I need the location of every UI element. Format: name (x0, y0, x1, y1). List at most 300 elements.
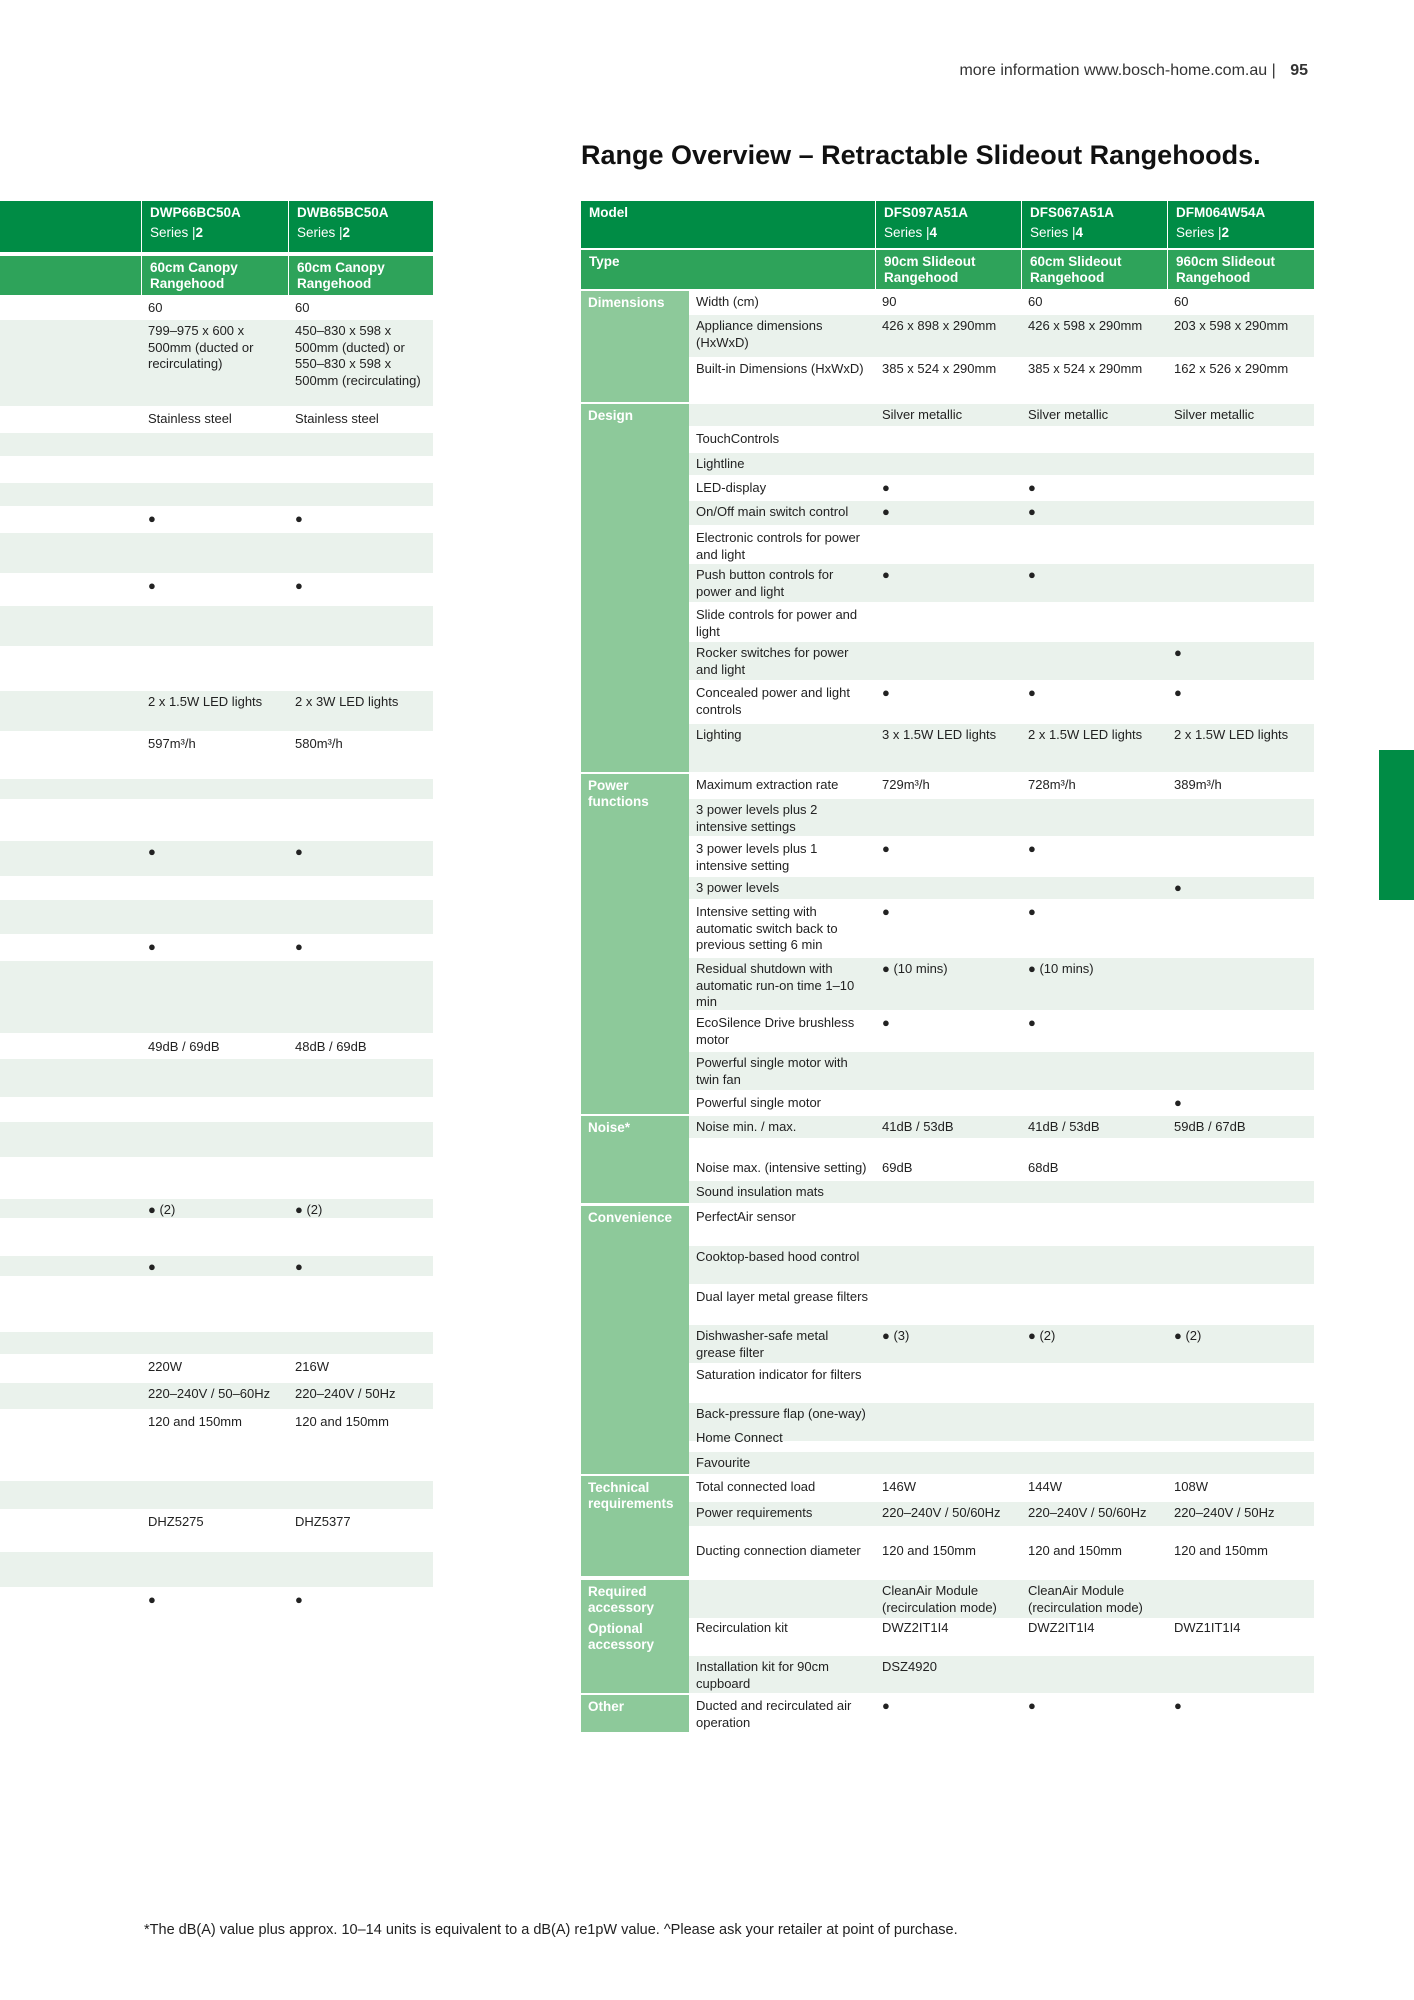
value-cell (1167, 1580, 1313, 1583)
type-cell: 60cm Canopy Rangehood (141, 256, 286, 295)
value-cell: Silver metallic (1028, 407, 1109, 422)
group-label: Dimensions (581, 291, 689, 402)
table-row (0, 1511, 433, 1551)
model-header-cell (288, 201, 433, 252)
feature-label: EcoSilence Drive brushless motor (696, 1015, 855, 1047)
page-number: 95 (1290, 62, 1308, 79)
table-row (581, 428, 1314, 450)
value-cell (1167, 1206, 1313, 1209)
value-cell (141, 458, 286, 461)
value-cell (141, 878, 286, 881)
table-row (581, 453, 1314, 475)
series-separator: | (1072, 225, 1076, 240)
table-row (581, 1502, 1314, 1526)
table-row (0, 961, 433, 1033)
value-cell (141, 1122, 286, 1125)
feature-label: Noise min. / max. (696, 1119, 797, 1134)
type-label: Type (589, 254, 620, 269)
feature-label: Powerful single motor with twin fan (696, 1055, 848, 1087)
value-cell: 48dB / 69dB (295, 1039, 367, 1054)
type-cell: 60cm Slideout Rangehood (1021, 250, 1167, 289)
feature-label: Recirculation kit (696, 1620, 788, 1635)
value-cell: ● (1028, 480, 1036, 495)
value-cell: 120 and 150mm (148, 1414, 242, 1429)
value-cell: DWZ2IT1I4 (882, 1620, 949, 1635)
value-cell (288, 606, 433, 609)
value-cell: 597m³/h (148, 736, 196, 751)
value-cell (141, 533, 286, 536)
value-cell (1021, 1656, 1167, 1659)
value-cell: 41dB / 53dB (1028, 1119, 1100, 1134)
value-cell: 162 x 526 x 290mm (1174, 361, 1289, 376)
value-cell: ● (882, 480, 890, 495)
value-cell: 60 (1174, 294, 1189, 309)
table-row (581, 1427, 1314, 1449)
series-number: 2 (195, 225, 204, 240)
series-word: Series (150, 225, 189, 240)
value-cell (875, 1246, 1021, 1249)
value-cell (1167, 1364, 1313, 1367)
value-cell: ● (1028, 904, 1036, 919)
value-cell: 426 x 898 x 290mm (882, 318, 997, 333)
table-row (581, 501, 1314, 525)
value-cell (288, 1059, 433, 1062)
value-cell: DWZ1IT1I4 (1174, 1620, 1241, 1635)
value-cell (1167, 527, 1313, 530)
value-cell (1021, 1364, 1167, 1367)
value-cell (875, 1206, 1021, 1209)
value-cell: 220–240V / 50Hz (295, 1386, 396, 1401)
value-cell: ● (882, 904, 890, 919)
table-row (0, 1059, 433, 1097)
table-row (581, 404, 1314, 426)
value-cell (875, 642, 1021, 645)
table-row (581, 1012, 1314, 1050)
value-cell: 220–240V / 50/60Hz (1028, 1505, 1147, 1520)
value-cell: Stainless steel (148, 411, 232, 426)
value-cell (288, 458, 433, 461)
feature-label: Total connected load (696, 1479, 816, 1494)
page-header (959, 62, 1308, 80)
feature-label: Ducting connection diameter (696, 1543, 861, 1558)
header-website: more information www.bosch-home.com.au (959, 62, 1268, 79)
value-cell: ● (1028, 685, 1036, 700)
value-cell: Silver metallic (1174, 407, 1255, 422)
value-cell (1167, 501, 1313, 504)
table-row (581, 642, 1314, 680)
feature-label: LED-display (696, 480, 767, 495)
value-cell (288, 1552, 433, 1555)
series-separator: | (926, 225, 930, 240)
value-cell (1167, 1012, 1313, 1015)
series-word: Series (1176, 225, 1215, 240)
type-header-row (0, 256, 433, 295)
value-cell (1167, 1052, 1313, 1055)
value-cell (141, 606, 286, 609)
table-row (581, 774, 1314, 797)
value-cell: ● (2) (1174, 1328, 1202, 1343)
value-cell: ● (882, 1015, 890, 1030)
table-row (581, 1181, 1314, 1203)
value-cell: 120 and 150mm (1028, 1543, 1122, 1558)
table-row (581, 604, 1314, 642)
value-cell (1021, 1427, 1167, 1430)
value-cell (141, 483, 286, 486)
series-word: Series (1030, 225, 1069, 240)
value-cell: ● (1028, 1698, 1036, 1713)
group-label: Power functions (581, 774, 689, 1114)
value-cell (141, 1481, 286, 1484)
value-cell (288, 483, 433, 486)
value-cell (1167, 1427, 1313, 1430)
value-cell (288, 1220, 433, 1223)
value-cell: ● (3) (882, 1328, 910, 1343)
feature-label: 3 power levels plus 1 intensive setting (696, 841, 818, 873)
value-cell: ● (882, 1698, 890, 1713)
series-number: 2 (342, 225, 351, 240)
feature-label: Maximum extraction rate (696, 777, 839, 792)
value-cell: ● (1174, 880, 1182, 895)
value-cell: 120 and 150mm (1174, 1543, 1268, 1558)
feature-label: Favourite (696, 1455, 751, 1470)
value-cell: ● (148, 1592, 156, 1607)
value-cell (1021, 1246, 1167, 1249)
table-row (0, 408, 433, 431)
table-row (0, 779, 433, 799)
value-cell (141, 648, 286, 651)
value-cell: 450–830 x 598 x 500mm (ducted) or 550–830 x 598 x 500mm (recirculating) (295, 323, 421, 388)
feature-label: Built-in Dimensions (HxWxD) (696, 361, 864, 376)
side-section-tab (1379, 750, 1414, 900)
value-cell: 59dB / 67dB (1174, 1119, 1246, 1134)
table-row (581, 799, 1314, 836)
feature-label: 3 power levels (696, 880, 780, 895)
table-row (0, 320, 433, 406)
value-cell: ● (882, 504, 890, 519)
value-cell: ● (1028, 567, 1036, 582)
series-number: 4 (1075, 225, 1084, 240)
table-row (0, 1036, 433, 1057)
table-row (581, 1476, 1314, 1500)
value-cell (1167, 477, 1313, 480)
table-row (581, 1052, 1314, 1090)
value-cell: ● (1174, 645, 1182, 660)
table-row (0, 508, 433, 531)
value-cell: 216W (295, 1359, 329, 1374)
value-cell: ● (295, 1592, 303, 1607)
value-cell (875, 1364, 1021, 1367)
table-row (0, 878, 433, 898)
series-number: 2 (1221, 225, 1230, 240)
value-cell (288, 900, 433, 903)
value-cell (1167, 604, 1313, 607)
value-cell (875, 527, 1021, 530)
footnote: *The dB(A) value plus approx. 10–14 units is equivalent to a dB(A) re1pW value. ^Please ask your retailer at point of purchase. (144, 1922, 958, 1938)
value-cell (141, 900, 286, 903)
value-cell: 41dB / 53dB (882, 1119, 954, 1134)
table-row (581, 527, 1314, 563)
table-row (0, 900, 433, 934)
value-cell: Stainless steel (295, 411, 379, 426)
value-cell: 144W (1028, 1479, 1062, 1494)
table-row (0, 483, 433, 506)
feature-label: Sound insulation mats (696, 1184, 824, 1199)
value-cell (1167, 1286, 1313, 1289)
feature-label: Cooktop-based hood control (696, 1249, 860, 1264)
table-row (0, 1122, 433, 1157)
table-row (581, 1325, 1314, 1363)
page-title: Range Overview – Retractable Slideout Rangehoods. (581, 140, 1261, 170)
value-cell: ● (148, 1259, 156, 1274)
table-row (0, 733, 433, 777)
model-name: DWP66BC50A (150, 205, 241, 220)
value-cell (875, 877, 1021, 880)
model-name: DFS097A51A (884, 205, 969, 220)
table-row (581, 1452, 1314, 1474)
value-cell: ● (295, 578, 303, 593)
value-cell (141, 1059, 286, 1062)
value-cell: ● (295, 1259, 303, 1274)
value-cell (288, 648, 433, 651)
value-cell: ● (295, 939, 303, 954)
series-separator: | (192, 225, 196, 240)
value-cell (1167, 1656, 1313, 1659)
value-cell (875, 1181, 1021, 1184)
feature-label: TouchControls (696, 431, 780, 446)
table-row (581, 958, 1314, 1010)
table-row (581, 1580, 1314, 1618)
value-cell (1021, 1206, 1167, 1209)
feature-label: Lightline (696, 456, 745, 471)
value-cell: 220–240V / 50/60Hz (882, 1505, 1001, 1520)
value-cell: DHZ5377 (295, 1514, 351, 1529)
feature-label: Installation kit for 90cm cupboard (696, 1659, 829, 1691)
value-cell (1021, 1052, 1167, 1055)
series-separator: | (1218, 225, 1222, 240)
group-label: Required accessory (581, 1580, 689, 1618)
value-cell (141, 801, 286, 804)
feature-label: Rocker switches for power and light (696, 645, 849, 677)
feature-label: Concealed power and light controls (696, 685, 850, 717)
series-label (884, 225, 1013, 241)
value-cell: 69dB (882, 1160, 913, 1175)
table-row (581, 877, 1314, 899)
value-cell (288, 878, 433, 881)
table-row (0, 297, 433, 318)
value-cell: ● (2) (148, 1202, 176, 1217)
feature-label: Appliance dimensions (HxWxD) (696, 318, 823, 350)
table-row (0, 575, 433, 604)
value-cell (1021, 1452, 1167, 1455)
feature-label: Power requirements (696, 1505, 813, 1520)
model-header-row (0, 201, 433, 252)
feature-label: Home Connect (696, 1430, 783, 1445)
feature-label: Intensive setting with automatic switch back to previous setting 6 min (696, 904, 838, 952)
group-label: Optional accessory (581, 1617, 689, 1693)
table-row (581, 682, 1314, 722)
value-cell (1021, 604, 1167, 607)
header-separator: | (1271, 62, 1276, 79)
value-cell (141, 1552, 286, 1555)
value-cell (141, 1332, 286, 1335)
feature-label: Ducted and recirculated air operation (696, 1698, 852, 1730)
value-cell (875, 1427, 1021, 1430)
value-cell: DSZ4920 (882, 1659, 937, 1674)
value-cell (875, 1092, 1021, 1095)
feature-label: On/Off main switch control (696, 504, 849, 519)
feature-label: Saturation indicator for filters (696, 1367, 862, 1382)
value-cell: 2 x 3W LED lights (295, 694, 399, 709)
feature-label (689, 404, 875, 407)
value-cell: ● (882, 685, 890, 700)
value-cell (141, 961, 286, 964)
table-row (0, 648, 433, 688)
value-cell (1167, 453, 1313, 456)
series-word: Series (884, 225, 923, 240)
feature-label: Slide controls for power and light (696, 607, 858, 639)
table-row (0, 533, 433, 573)
type-cell: 960cm Slideout Rangehood (1167, 250, 1313, 289)
value-cell: 49dB / 69dB (148, 1039, 220, 1054)
table-row (581, 838, 1314, 875)
value-cell: 389m³/h (1174, 777, 1222, 792)
value-cell (1167, 1452, 1313, 1455)
table-row (0, 433, 433, 456)
value-cell (875, 799, 1021, 802)
value-cell (1167, 1181, 1313, 1184)
value-cell: 60 (295, 300, 310, 315)
value-cell: 220–240V / 50–60Hz (148, 1386, 271, 1401)
table-row (581, 315, 1314, 357)
value-cell (288, 1159, 433, 1162)
feature-label: Width (cm) (696, 294, 759, 309)
series-word: Series (297, 225, 336, 240)
table-row (581, 1246, 1314, 1284)
value-cell: ● (148, 844, 156, 859)
value-cell (1021, 799, 1167, 802)
table-row (0, 1099, 433, 1120)
value-cell: Silver metallic (882, 407, 963, 422)
table-row (581, 1364, 1314, 1402)
value-cell (1021, 642, 1167, 645)
value-cell: ● (295, 844, 303, 859)
value-cell (875, 604, 1021, 607)
table-row (0, 691, 433, 731)
value-cell (1167, 799, 1313, 802)
value-cell (875, 1403, 1021, 1406)
value-cell: ● (1028, 1015, 1036, 1030)
value-cell (288, 801, 433, 804)
value-cell (288, 779, 433, 782)
value-cell: ● (148, 939, 156, 954)
value-cell: ● (1174, 1095, 1182, 1110)
table-row (0, 1199, 433, 1218)
table-row (581, 1656, 1314, 1693)
table-row (581, 1092, 1314, 1114)
value-cell (875, 1286, 1021, 1289)
table-row (581, 1540, 1314, 1576)
feature-label: Push button controls for power and light (696, 567, 834, 599)
value-cell: CleanAir Module (recirculation mode) (1028, 1583, 1143, 1615)
table-row (0, 1411, 433, 1479)
value-cell (1021, 1286, 1167, 1289)
value-cell: ● (148, 511, 156, 526)
value-cell: 60 (1028, 294, 1043, 309)
value-cell (288, 1481, 433, 1484)
value-cell: 580m³/h (295, 736, 343, 751)
table-row (581, 1116, 1314, 1138)
model-header-cell (141, 201, 286, 252)
table-row (0, 936, 433, 959)
value-cell: ● (882, 841, 890, 856)
value-cell: ● (1174, 1698, 1182, 1713)
value-cell: 2 x 1.5W LED lights (1174, 727, 1289, 742)
table-row (0, 1383, 433, 1409)
table-row (0, 841, 433, 876)
model-header-cell (1167, 201, 1313, 248)
value-cell: 2 x 1.5W LED lights (1028, 727, 1143, 742)
table-row (581, 1617, 1314, 1654)
feature-label: Dual layer metal grease filters (696, 1289, 868, 1304)
value-cell: 90 (882, 294, 897, 309)
value-cell (141, 1276, 286, 1279)
value-cell: 220–240V / 50Hz (1174, 1505, 1275, 1520)
value-cell: 220W (148, 1359, 182, 1374)
feature-label: Powerful single motor (696, 1095, 821, 1110)
value-cell (875, 453, 1021, 456)
value-cell: CleanAir Module (recirculation mode) (882, 1583, 997, 1615)
type-cell: 90cm Slideout Rangehood (875, 250, 1021, 289)
model-header-cell (1021, 201, 1167, 248)
value-cell (875, 428, 1021, 431)
group-label: Design (581, 404, 689, 772)
table-row (0, 1276, 433, 1330)
feature-label: 3 power levels plus 2 intensive settings (696, 802, 818, 834)
value-cell: 385 x 524 x 290mm (1028, 361, 1143, 376)
feature-label (689, 1580, 875, 1583)
value-cell (141, 433, 286, 436)
model-name: DFS067A51A (1030, 205, 1115, 220)
table-row (0, 1220, 433, 1254)
table-row (0, 1159, 433, 1197)
value-cell: ● (1028, 841, 1036, 856)
value-cell (141, 1220, 286, 1223)
table-row (0, 1332, 433, 1354)
table-row (581, 1695, 1314, 1732)
value-cell: 729m³/h (882, 777, 930, 792)
value-cell (1021, 527, 1167, 530)
value-cell: ● (10 mins) (882, 961, 948, 976)
group-label: Noise* (581, 1116, 689, 1203)
value-cell (1167, 1157, 1313, 1160)
feature-label: Noise max. (intensive setting) (696, 1160, 867, 1175)
table-row (0, 1552, 433, 1587)
feature-label: Back-pressure flap (one-way) (696, 1406, 866, 1421)
value-cell: DWZ2IT1I4 (1028, 1620, 1095, 1635)
series-label (1030, 225, 1159, 241)
group-label: Other (581, 1695, 689, 1732)
value-cell: ● (882, 567, 890, 582)
value-cell (288, 961, 433, 964)
value-cell: 426 x 598 x 290mm (1028, 318, 1143, 333)
value-cell: 120 and 150mm (882, 1543, 976, 1558)
table-row (0, 1589, 433, 1624)
value-cell (141, 779, 286, 782)
value-cell (288, 1099, 433, 1102)
value-cell: DHZ5275 (148, 1514, 204, 1529)
value-cell (288, 1332, 433, 1335)
table-row (581, 477, 1314, 499)
